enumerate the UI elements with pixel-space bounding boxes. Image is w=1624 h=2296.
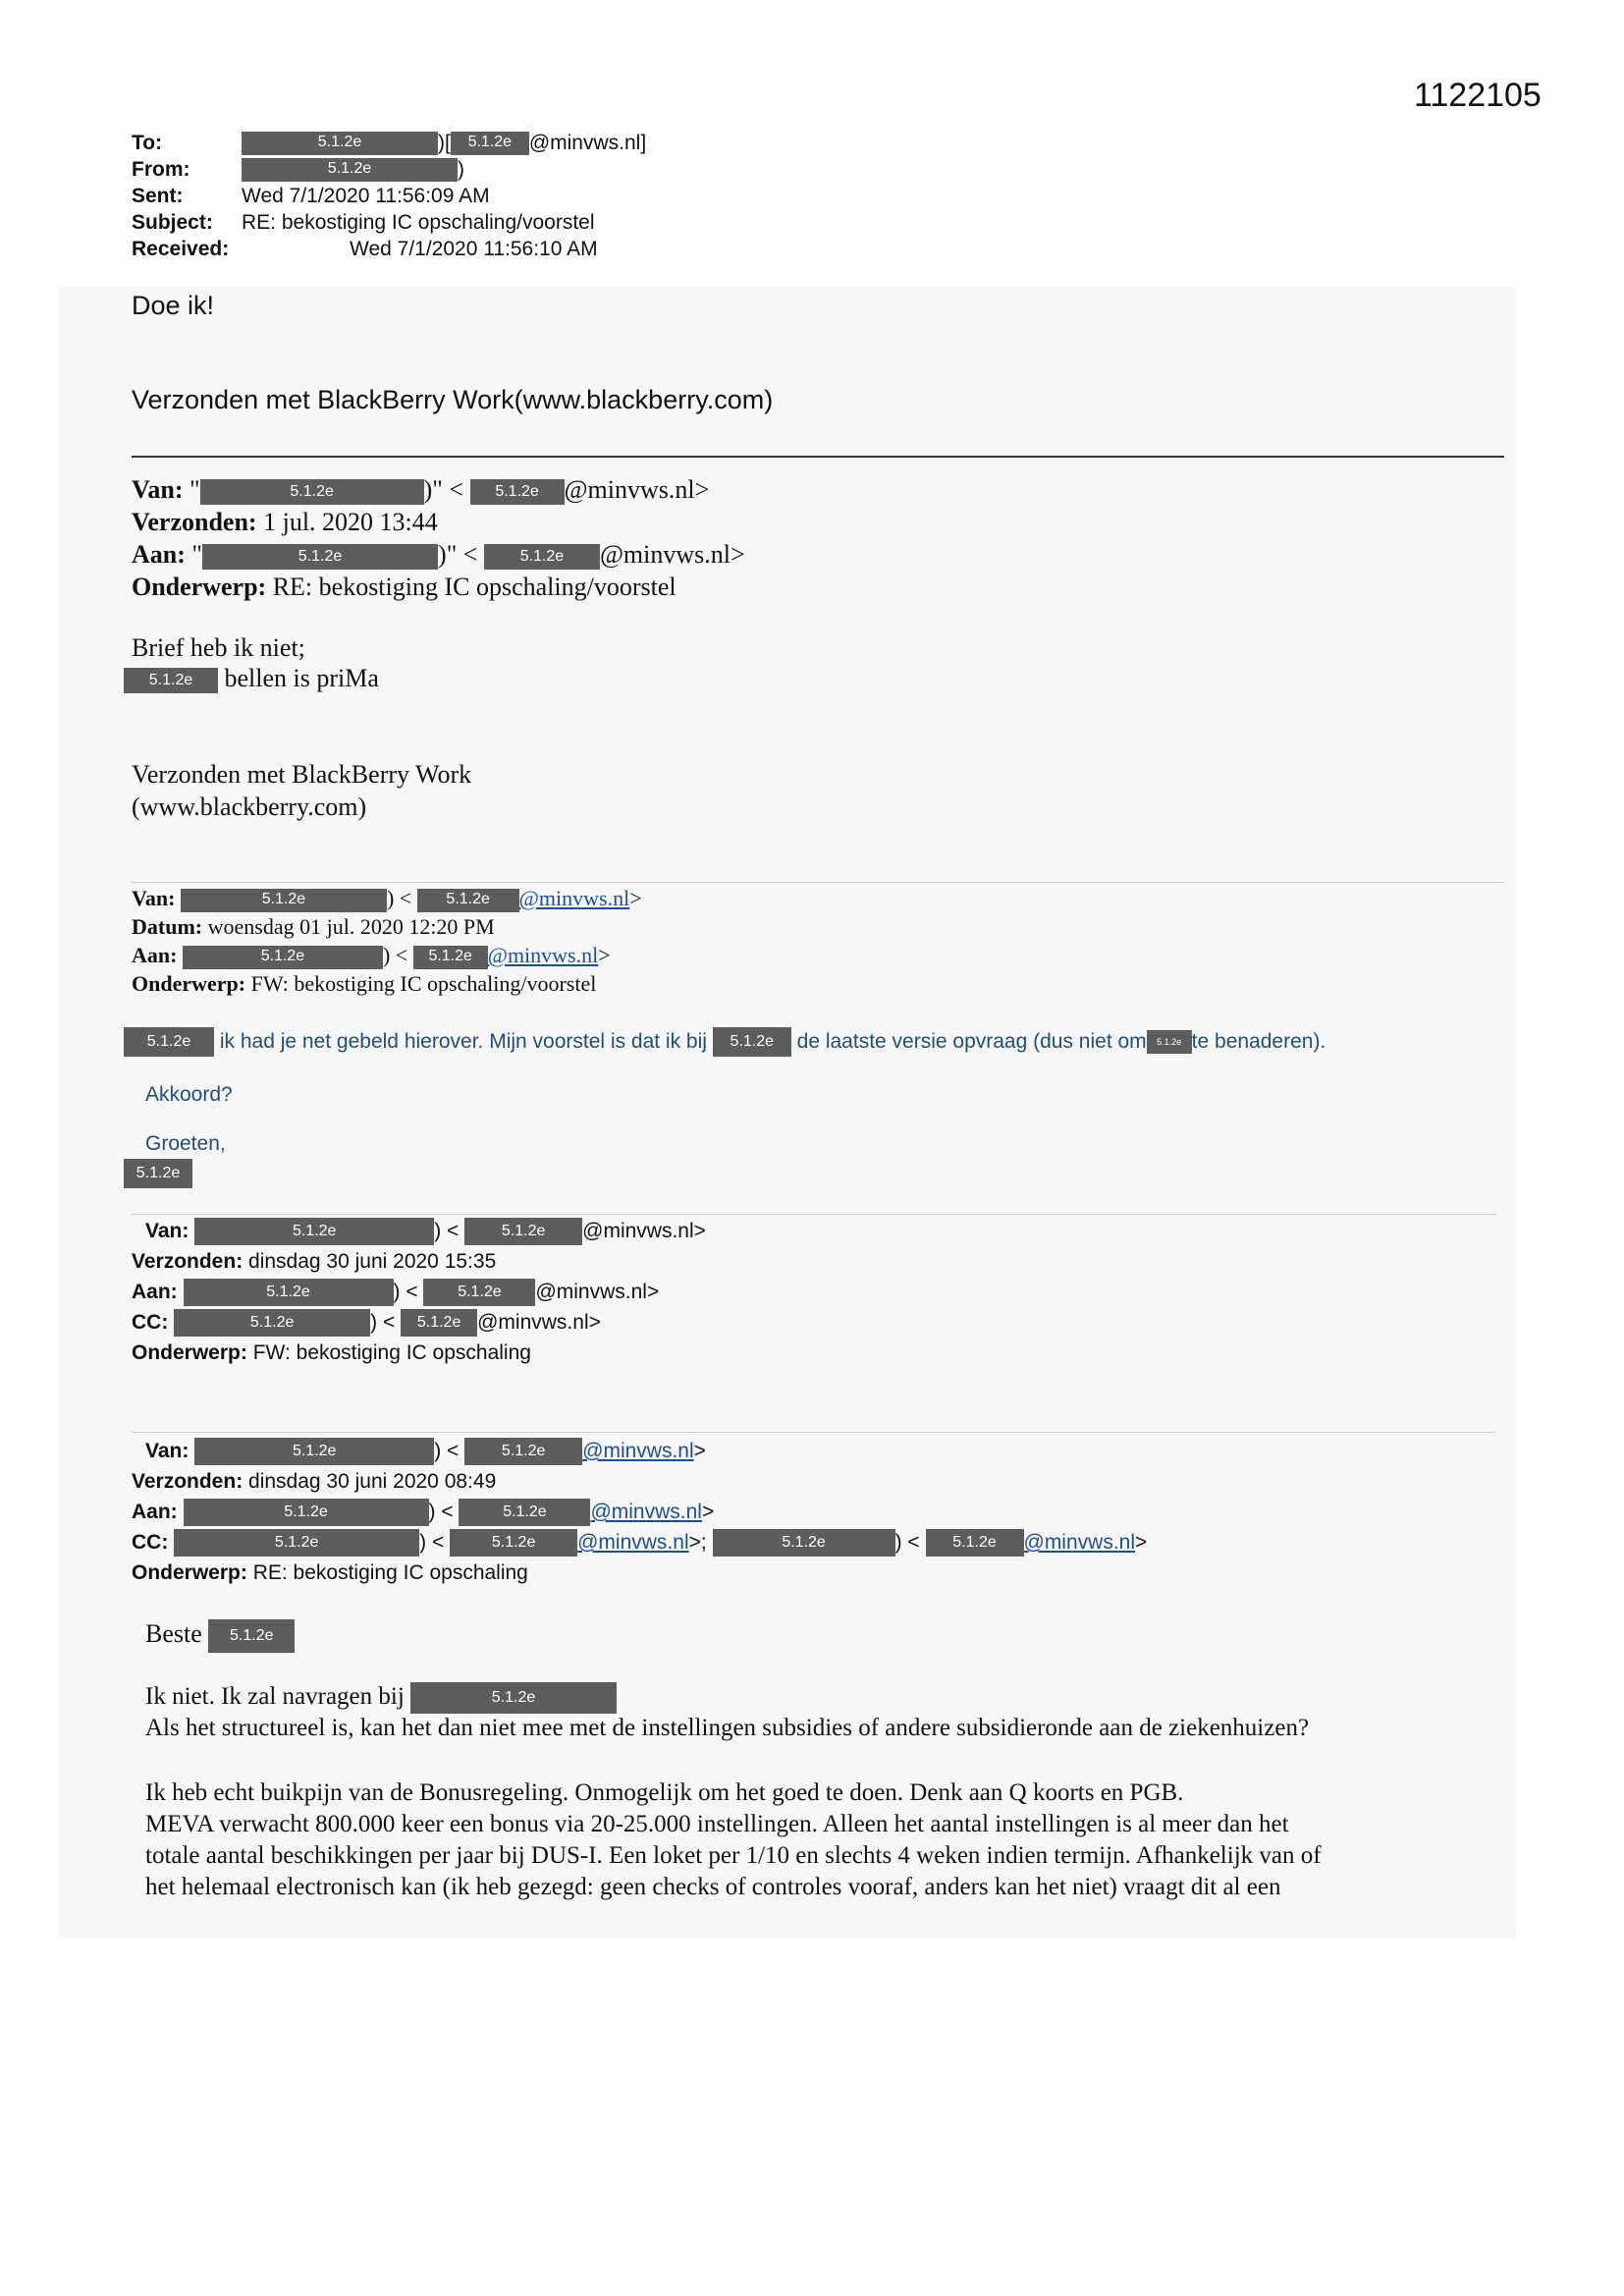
redaction: 5.1.2e <box>202 544 438 570</box>
subject-value: RE: bekostiging IC opschaling/voorstel <box>242 211 595 234</box>
message-5-greeting: Beste 5.1.2e <box>145 1616 295 1652</box>
redaction: 5.1.2e <box>459 1499 590 1526</box>
redaction: 5.1.2e <box>124 1159 192 1188</box>
redaction: 5.1.2e <box>124 668 218 693</box>
redaction: 5.1.2e <box>194 1438 434 1465</box>
redaction: 5.1.2e <box>1147 1030 1192 1054</box>
redaction: 5.1.2e <box>184 1499 429 1526</box>
redaction: 5.1.2e <box>451 132 529 155</box>
redaction: 5.1.2e <box>713 1529 895 1557</box>
redaction: 5.1.2e <box>410 1682 617 1714</box>
message-3-header: Van: 5.1.2e ) < 5.1.2e @minvws.nl> Datum: woensdag 01 jul. 2020 12:20 PM Aan: 5.1.2e ) < 5.1.2e @minvws.nl> Onderwerp: FW: bekostiging IC opschaling/voorstel <box>132 886 642 996</box>
message-2-header: Van: " 5.1.2e )" < 5.1.2e @minvws.nl> Verzonden: 1 jul. 2020 13:44 Aan: " 5.1.2e )" < 5.1.2e @minvws.nl> Onderwerp: RE: bekostiging IC opschaling/voorstel <box>132 475 745 601</box>
redaction: 5.1.2e <box>470 479 565 505</box>
received-value: Wed 7/1/2020 11:56:10 AM <box>350 238 598 260</box>
divider <box>132 882 1504 883</box>
redaction: 5.1.2e <box>174 1309 370 1337</box>
redaction: 5.1.2e <box>184 1279 394 1306</box>
message-5-paragraph-1: Ik niet. Ik zal navragen bij 5.1.2e Als het structureel is, kan het dan niet mee met de instellingen subsidies of andere subsidieronde aan de ziekenhuizen? <box>145 1683 1310 1741</box>
message-1-signature: Verzonden met BlackBerry Work(www.blackberry.com) <box>132 385 774 414</box>
redaction: 5.1.2e <box>124 1027 214 1057</box>
message-2-body: Brief heb ik niet; <box>132 633 305 662</box>
message-4-header: Van: 5.1.2e ) < 5.1.2e @minvws.nl> Verzonden: dinsdag 30 juni 2020 15:35 Aan: 5.1.2e ) < 5.1.2e @minvws.nl> CC: 5.1.2e ) < 5.1.2e @minvws.nl> Onderwerp: FW: bekostiging IC opschaling <box>132 1220 706 1364</box>
redaction: 5.1.2e <box>464 1438 582 1465</box>
redaction: 5.1.2e <box>713 1027 791 1057</box>
subject-label: Subject: <box>132 211 213 234</box>
divider <box>132 1432 1496 1433</box>
message-3-body: 5.1.2e ik had je net gebeld hierover. Mijn voorstel is dat ik bij 5.1.2e de laatste versie opvraag (dus niet om 5.1.2e te benaderen). <box>124 1025 1326 1059</box>
message-2-signature: Verzonden met BlackBerry Work (www.blackberry.com) <box>132 760 472 821</box>
redaction: 5.1.2e <box>194 1218 434 1245</box>
redaction: 5.1.2e <box>450 1529 577 1557</box>
redaction: 5.1.2e <box>200 479 424 505</box>
divider <box>132 1214 1496 1215</box>
from-label: From: <box>132 158 190 181</box>
redaction: 5.1.2e <box>174 1529 419 1557</box>
redaction: 5.1.2e <box>208 1619 295 1653</box>
redaction: 5.1.2e <box>401 1309 477 1337</box>
divider <box>132 456 1504 458</box>
message-5-paragraph-2: Ik heb echt buikpijn van de Bonusregeling. Onmogelijk om het goed te doen. Denk aan Q koorts en PGB. MEVA verwacht 800.000 keer een bonus via 20-25.000 instellingen. Alleen het aantal instellingen is al meer dan het totale aantal beschikkingen per jaar bij DUS-I. Een loket per 1/10 en slechts 4 weken indien termijn. Afhankelijk van of het helemaal electronisch kan (ik heb gezegd: geen checks of controles vooraf, anders kan het niet) vraagt dit al een <box>145 1779 1322 1900</box>
redaction: 5.1.2e <box>484 544 600 570</box>
redaction: 5.1.2e <box>926 1529 1024 1557</box>
to-label: To: <box>132 132 163 154</box>
document-number: 1122105 <box>1414 77 1542 114</box>
redaction: 5.1.2e <box>464 1218 582 1245</box>
sent-label: Sent: <box>132 185 184 207</box>
redaction: 5.1.2e <box>417 889 519 912</box>
redaction: 5.1.2e <box>242 132 438 155</box>
to-address-suffix: @minvws.nl] <box>528 132 647 154</box>
redaction: 5.1.2e <box>413 946 488 969</box>
sent-value: Wed 7/1/2020 11:56:09 AM <box>242 185 490 207</box>
redaction: 5.1.2e <box>183 946 383 969</box>
received-label: Received: <box>132 238 230 260</box>
redaction: 5.1.2e <box>181 889 387 912</box>
redaction: 5.1.2e <box>423 1279 535 1306</box>
redaction: 5.1.2e <box>242 158 458 182</box>
message-5-header: Van: 5.1.2e ) < 5.1.2e @minvws.nl> Verzonden: dinsdag 30 juni 2020 08:49 Aan: 5.1.2e ) < 5.1.2e @minvws.nl> CC: 5.1.2e ) < 5.1.2e @minvws.nl>; 5.1.2e ) < 5.1.2e @minvws.nl> Onderwerp: RE: bekostiging IC opschaling <box>132 1440 1148 1584</box>
message-1-body: Doe ik! <box>132 291 215 320</box>
